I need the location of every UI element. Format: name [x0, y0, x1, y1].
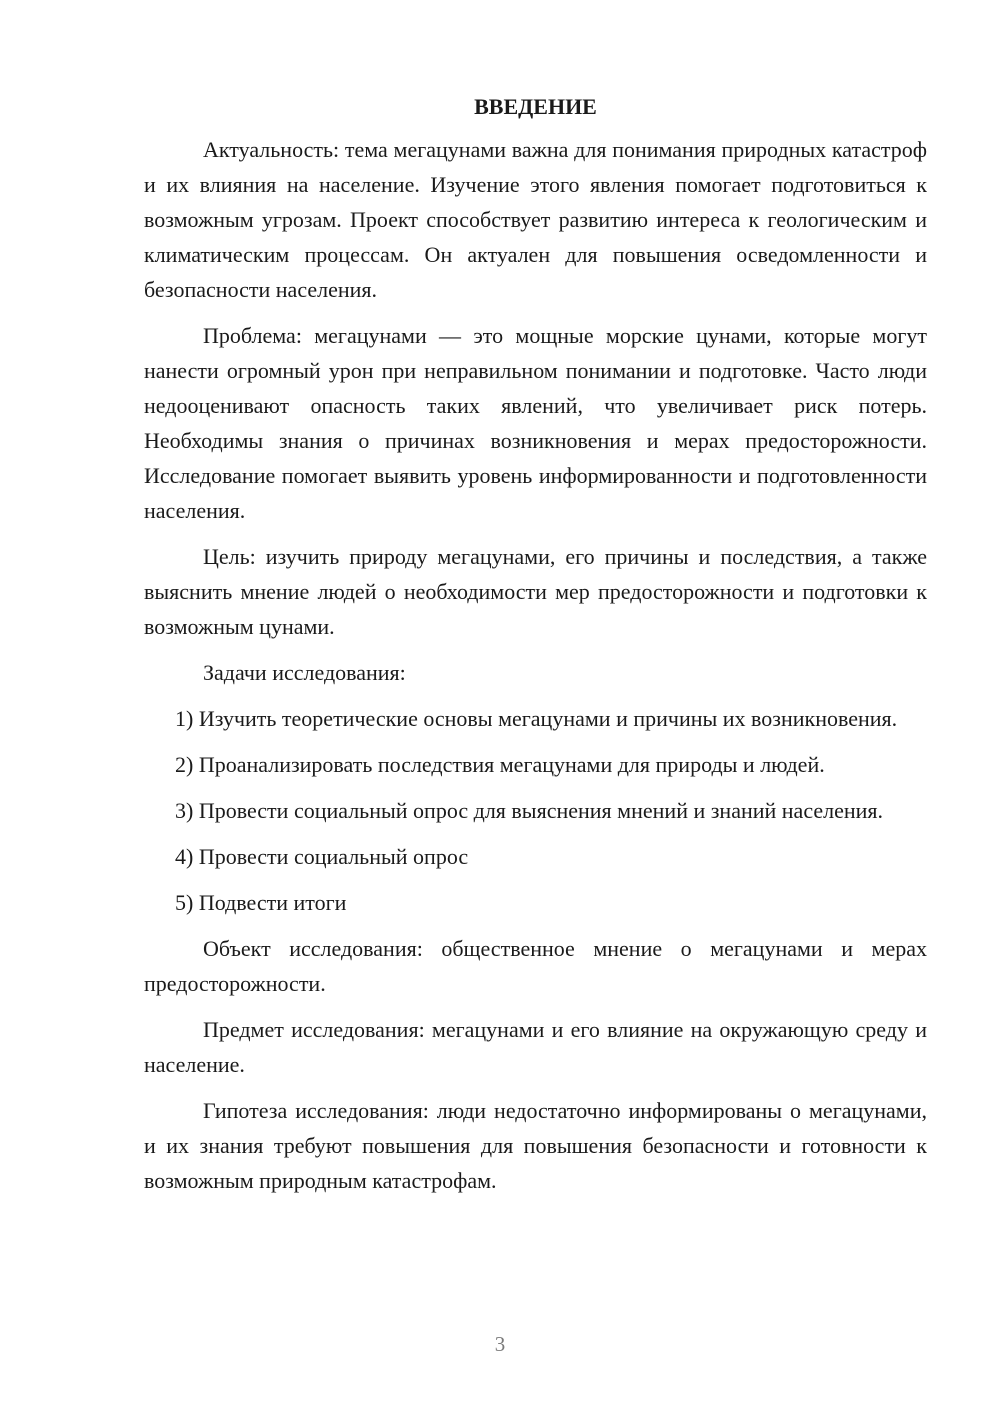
paragraph-tasks-heading: Задачи исследования: [203, 660, 406, 685]
task-item: 5) Подвести итоги [175, 890, 347, 915]
paragraph-relevance: Актуальность: тема мегацунами важна для понимания природных катастроф и их влияния на население. Изучение этого явления помогает подготовиться к возможным угрозам. Проект способствует развитию интереса к геологическим и климатическим процессам. Он актуален для повышения осведомленности и безопасности населения. [144, 137, 927, 302]
page-title: ВВЕДЕНИЕ [474, 94, 597, 119]
paragraph-subject: Предмет исследования: мегацунами и его влияние на окружающую среду и население. [144, 1017, 927, 1077]
paragraph-object: Объект исследования: общественное мнение о мегацунами и мерах предосторожности. [144, 936, 927, 996]
task-item: 2) Проанализировать последствия мегацунами для природы и людей. [175, 752, 825, 777]
paragraph-hypothesis: Гипотеза исследования: люди недостаточно информированы о мегацунами, и их знания требуют повышения для повышения безопасности и готовности к возможным природным катастрофам. [144, 1098, 927, 1193]
task-item: 1) Изучить теоретические основы мегацунами и причины их возникновения. [175, 706, 898, 731]
task-item: 3) Провести социальный опрос для выяснения мнений и знаний населения. [175, 798, 884, 823]
paragraph-goal: Цель: изучить природу мегацунами, его причины и последствия, а также выяснить мнение людей о необходимости мер предосторожности и подготовки к возможным цунами. [144, 544, 927, 639]
task-item: 4) Провести социальный опрос [175, 844, 469, 869]
page-number: 3 [494, 1332, 506, 1356]
page-content [144, 92, 927, 1209]
paragraph-problem: Проблема: мегацунами — это мощные морские цунами, которые могут нанести огромный урон при неправильном понимании и подготовке. Часто люди недооценивают опасность таких явлений, что увеличивает риск потерь. Необходимы знания о причинах возникновения и мерах предосторожности. Исследование помогает выявить уровень информированности и подготовленности населения. [144, 323, 927, 523]
